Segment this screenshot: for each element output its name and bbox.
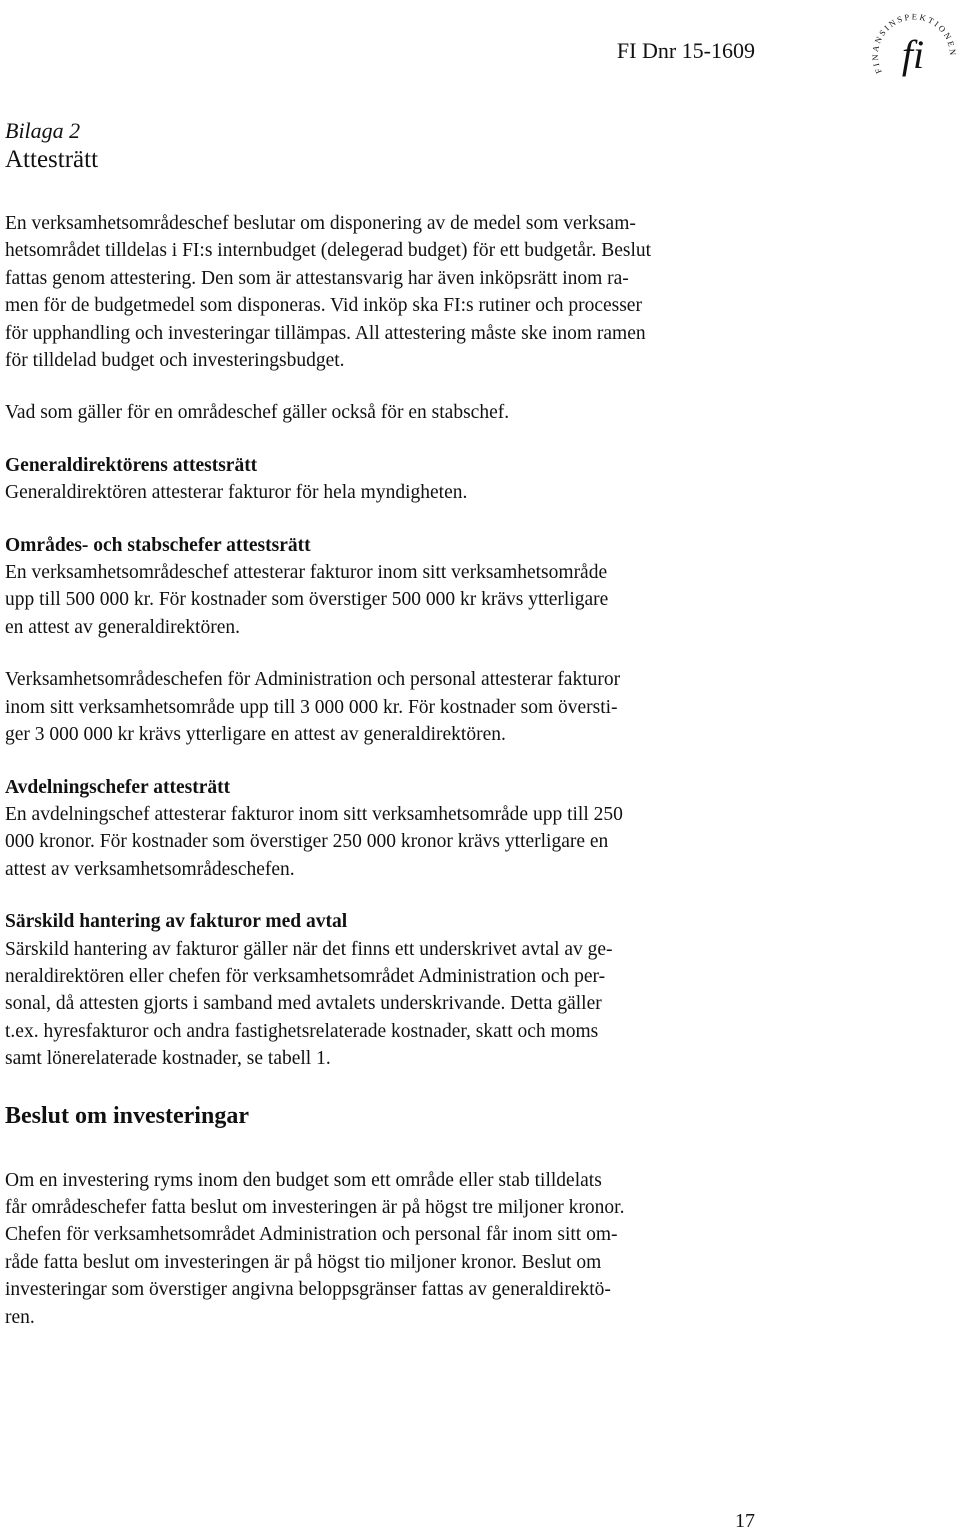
text-line: attest av verksamhetsområdeschefen. xyxy=(5,858,295,880)
text-line: inom sitt verksamhetsområde upp till 3 000 000 kr. För kostnader som översti- xyxy=(5,696,618,718)
appendix-label: Bilaga 2 xyxy=(5,118,81,143)
section-administration xyxy=(5,666,757,748)
text-line: En avdelningschef attesterar fakturor inom sitt verksamhetsområde upp till 250 xyxy=(5,803,623,825)
text-line: neraldirektören eller chefen för verksamhetsområdet Administration och per- xyxy=(5,965,606,987)
text-line: Särskild hantering av fakturor gäller när det finns ett underskrivet avtal av ge- xyxy=(5,938,613,960)
section-omradeschefer xyxy=(5,532,757,642)
text-line: En verksamhetsområdeschef beslutar om disponering av de medel som verksam- xyxy=(5,213,636,234)
section-heading: Avdelningschefer attesträtt xyxy=(5,776,231,798)
document-body xyxy=(5,118,757,1331)
document-title: Attesträtt xyxy=(5,146,99,173)
section-heading: Särskild hantering av fakturor med avtal xyxy=(5,911,348,933)
text-line: Chefen för verksamhetsområdet Administration och personal får inom sitt om- xyxy=(5,1224,618,1246)
text-line: en attest av generaldirektören. xyxy=(5,616,240,638)
svg-text:fi: fi xyxy=(901,32,925,77)
svg-text:FINANSINSPEKTIONEN: FINANSINSPEKTIONEN xyxy=(869,11,959,76)
text-line: sonal, då attesten gjorts i samband med avtalets underskrivande. Detta gäller xyxy=(5,993,602,1015)
text-line: upp till 500 000 kr. För kostnader som överstiger 500 000 kr krävs ytterligare xyxy=(5,589,609,611)
text-line: för tilldelad budget och investeringsbudget. xyxy=(5,350,345,372)
text-line: En verksamhetsområdeschef attesterar fakturor inom sitt verksamhetsområde xyxy=(5,562,608,584)
document-reference: FI Dnr 15-1609 xyxy=(616,38,755,63)
text-line: investeringar som överstiger angivna beloppsgränser fattas av generaldirektö- xyxy=(5,1279,611,1301)
section-generaldirektor xyxy=(5,452,757,507)
section-investeringar xyxy=(5,1167,757,1331)
text-line: fattas genom attestering. Den som är attestansvarig har även inköpsrätt inom ra- xyxy=(5,267,629,289)
text-line: för upphandling och investeringar tillämpas. All attestering måste ske inom ramen xyxy=(5,322,646,344)
text-line: ger 3 000 000 kr krävs ytterligare en attest av generaldirektören. xyxy=(5,724,506,746)
stabschef-note: Vad som gäller för en områdeschef gäller också för en stabschef. xyxy=(5,402,510,424)
text-line: samt lönerelaterade kostnader, se tabell 1. xyxy=(5,1048,331,1070)
text-line: 000 kronor. För kostnader som överstiger 250 000 kronor krävs ytterligare en xyxy=(5,831,609,853)
investments-heading: Beslut om investeringar xyxy=(5,1102,249,1129)
text-line: får områdeschefer fatta beslut om investeringen är på högst tre miljoner kronor. xyxy=(5,1196,625,1218)
text-line: Verksamhetsområdeschefen för Administration och personal attesterar fakturor xyxy=(5,669,621,691)
intro-paragraph xyxy=(5,210,757,374)
section-sarskild-hantering xyxy=(5,908,757,1072)
finansinspektionen-logo xyxy=(868,2,960,88)
text-line: ren. xyxy=(5,1306,35,1328)
section-heading: Områdes- och stabschefer attestsrätt xyxy=(5,534,311,556)
page-number: 17 xyxy=(735,1510,755,1532)
text-line: t.ex. hyresfakturor och andra fastighetsrelaterade kostnader, skatt och moms xyxy=(5,1020,599,1042)
text-line: Om en investering ryms inom den budget som ett område eller stab tilldelats xyxy=(5,1169,602,1191)
text-line: Generaldirektören attesterar fakturor för hela myndigheten. xyxy=(5,482,468,504)
text-line: men för de budgetmedel som disponeras. Vid inköp ska FI:s rutiner och processer xyxy=(5,295,642,317)
text-line: råde fatta beslut om investeringen är på högst tio miljoner kronor. Beslut om xyxy=(5,1251,602,1273)
section-heading: Generaldirektörens attestsrätt xyxy=(5,454,258,476)
section-avdelningschefer xyxy=(5,774,757,884)
text-line: hetsområdet tilldelas i FI:s internbudget (delegerad budget) för ett budgetår. Beslut xyxy=(5,240,652,262)
